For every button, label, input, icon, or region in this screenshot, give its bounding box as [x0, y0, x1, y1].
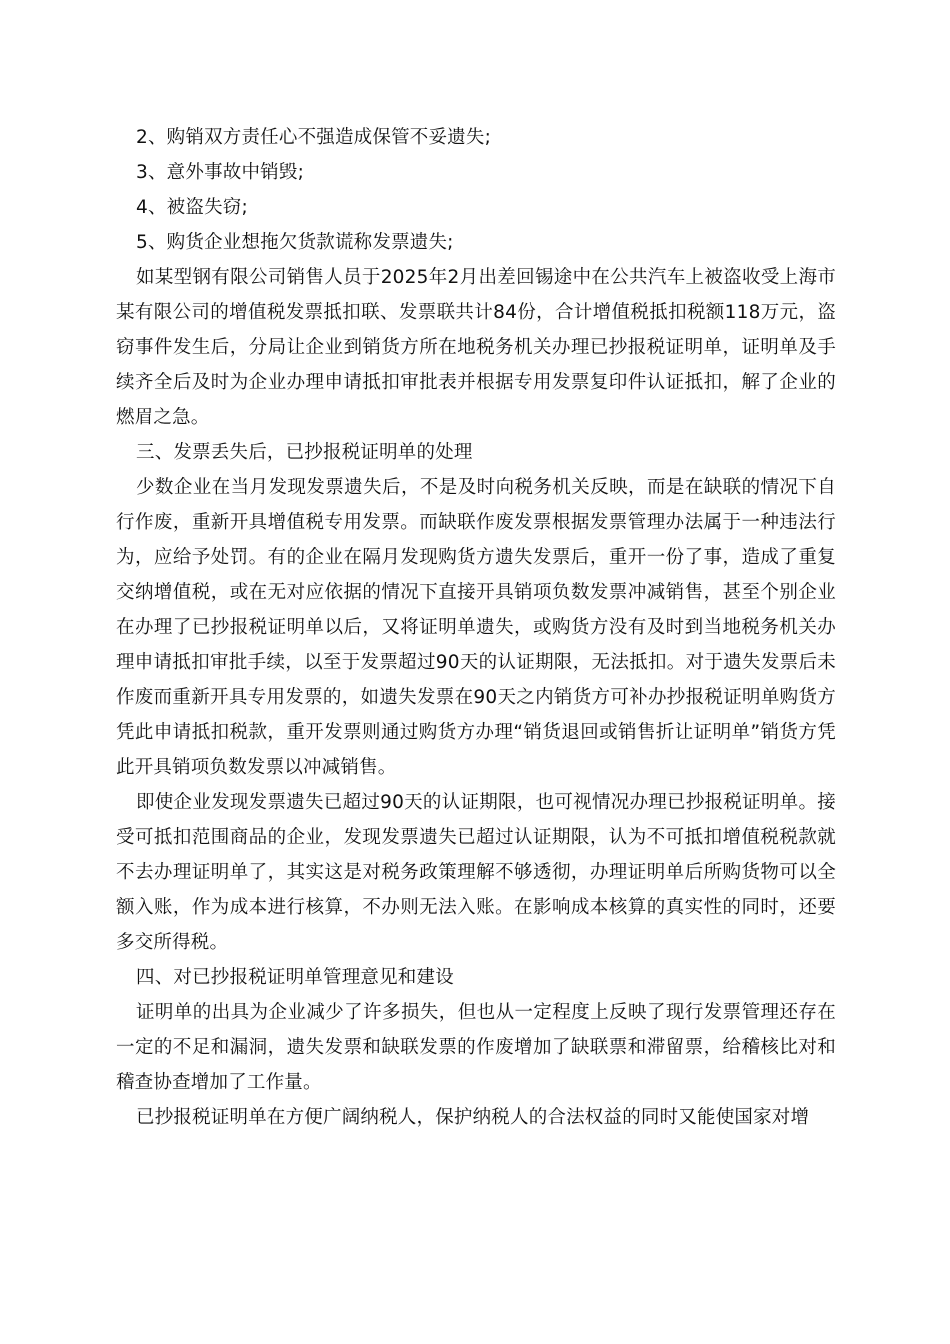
list-item-loss-reason-2: 2、购销双方责任心不强造成保管不妥遗失; [136, 127, 492, 148]
list-item-loss-reason-5: 5、购货企业想拖欠货款谎称发票遗失; [136, 232, 454, 253]
paragraph-example-case: 如某型钢有限公司销售人员于2025年2月出差回锡途中在公共汽车上被盗收受上海市某有限公司的增值税发票抵扣联、发票联共计84份，合计增值税抵扣税额118万元，盗窃事件发生后，分局让企业到销货方所在地税务机关办理已抄报税证明单，证明单及手续齐全后及时为企业办理申请抵扣审批表并根据专用发票复印件认证抵扣，解了企业的燃眉之急。 [116, 267, 836, 428]
section-heading-3: 三、发票丢失后，已抄报税证明单的处理 [136, 442, 473, 463]
paragraph-management-issues: 证明单的出具为企业减少了许多损失，但也从一定程度上反映了现行发票管理还存在一定的不足和漏洞，遗失发票和缺联发票的作废增加了缺联票和滞留票，给稽核比对和稽查协查增加了工作量。 [116, 1002, 836, 1093]
section-heading-4: 四、对已抄报税证明单管理意见和建设 [136, 967, 454, 988]
paragraph-over-90-days: 即使企业发现发票遗失已超过90天的认证期限，也可视情况办理已抄报税证明单。接受可抵扣范围商品的企业，发现发票遗失已超过认证期限，认为不可抵扣增值税税款就不去办理证明单了，其实这是对税务政策理解不够透彻，办理证明单后所购货物可以全额入账，作为成本进行核算，不办则无法入账。在影响成本核算的真实性的同时，还要多交所得税。 [116, 792, 836, 953]
paragraph-truncated: 已抄报税证明单在方便广阔纳税人，保护纳税人的合法权益的同时又能使国家对增 [136, 1107, 810, 1128]
document-body [116, 120, 836, 1135]
list-item-loss-reason-4: 4、被盗失窃; [136, 197, 248, 218]
paragraph-handling: 少数企业在当月发现发票遗失后，不是及时向税务机关反映，而是在缺联的情况下自行作废，重新开具增值税专用发票。而缺联作废发票根据发票管理办法属于一种违法行为，应给予处罚。有的企业在隔月发现购货方遗失发票后，重开一份了事，造成了重复交纳增值税，或在无对应依据的情况下直接开具销项负数发票冲减销售，甚至个别企业在办理了已抄报税证明单以后，又将证明单遗失，或购货方没有及时到当地税务机关办理申请抵扣审批手续，以至于发票超过90天的认证期限，无法抵扣。对于遗失发票后未作废而重新开具专用发票的，如遗失发票在90天之内销货方可补办抄报税证明单购货方凭此申请抵扣税款，重开发票则通过购货方办理“销货退回或销售折让证明单”销货方凭此开具销项负数发票以冲减销售。 [116, 477, 837, 778]
list-item-loss-reason-3: 3、意外事故中销毁; [136, 162, 305, 183]
